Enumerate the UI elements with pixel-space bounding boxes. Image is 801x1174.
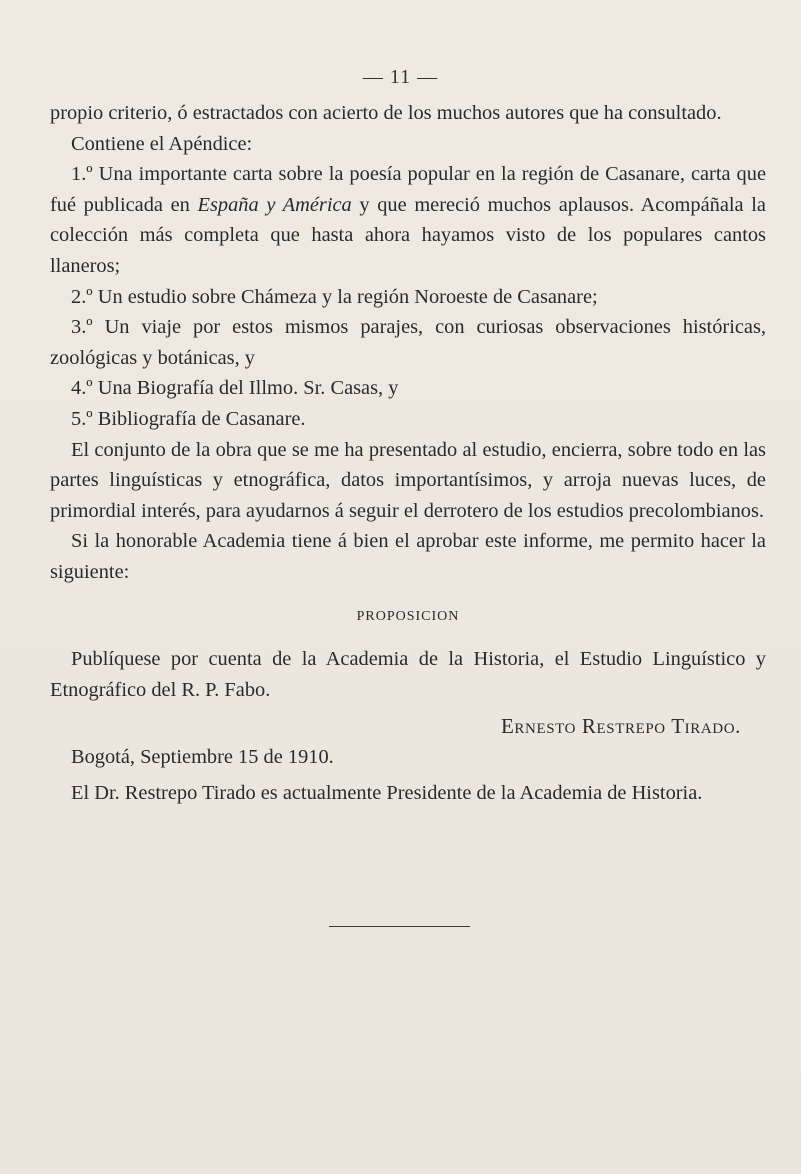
page-number: — 11 — xyxy=(362,66,439,88)
appendix-item-2: 2.º Un estudio sobre Chámeza y la región Noroeste de Casanare; xyxy=(71,285,598,308)
date-line: Bogotá, Septiembre 15 de 1910. xyxy=(71,745,334,768)
appendix-item-4: 4.º Una Biografía del Illmo. Sr. Casas, y xyxy=(71,377,399,400)
section-heading: PROPOSICION xyxy=(356,608,460,624)
paragraph-appendix-intro: Contiene el Apéndice: xyxy=(71,132,253,155)
publication-title: España y América xyxy=(197,193,352,216)
appendix-item-1-text-start: 1.º Una importante carta sobre la poesía popular en la región de Casanare, carta que fué publicada en xyxy=(50,163,766,216)
end-rule xyxy=(329,926,470,927)
paragraph-assessment: El conjunto de la obra que se me ha presentado al estudio, encierra, sobre todo en las partes linguísticas y etnográfica, datos importantísimos, y arroja nuevas luces, de primordial interés, para ayudarnos á seguir el derrotero de los estudios precolombianos. xyxy=(50,438,766,522)
appendix-item-5: 5.º Bibliografía de Casanare. xyxy=(71,407,306,430)
footnote: El Dr. Restrepo Tirado es actualmente Presidente de la Academia de Historia. xyxy=(71,782,703,805)
paragraph-proposition: Publíquese por cuenta de la Academia de la Historia, el Estudio Linguístico y Etnográfico del R. P. Fabo. xyxy=(50,648,766,701)
appendix-item-1-text-end: y que mereció muchos aplausos. Acompáñala la colección más completa que hasta ahora hayamos visto de los populares cantos llaneros; xyxy=(50,193,766,277)
paragraph-continuation: propio criterio, ó estractados con acierto de los muchos autores que ha consultado. xyxy=(50,102,722,124)
appendix-item-3: 3.º Un viaje por estos mismos parajes, con curiosas observaciones históricas, zoológicas y botánicas, y xyxy=(50,316,766,369)
document-body xyxy=(50,98,766,809)
paragraph-request: Si la honorable Academia tiene á bien el aprobar este informe, me permito hacer la siguiente: xyxy=(50,530,766,583)
signature: Ernesto Restrepo Tirado. xyxy=(500,714,741,739)
appendix-item-1 xyxy=(50,159,766,281)
